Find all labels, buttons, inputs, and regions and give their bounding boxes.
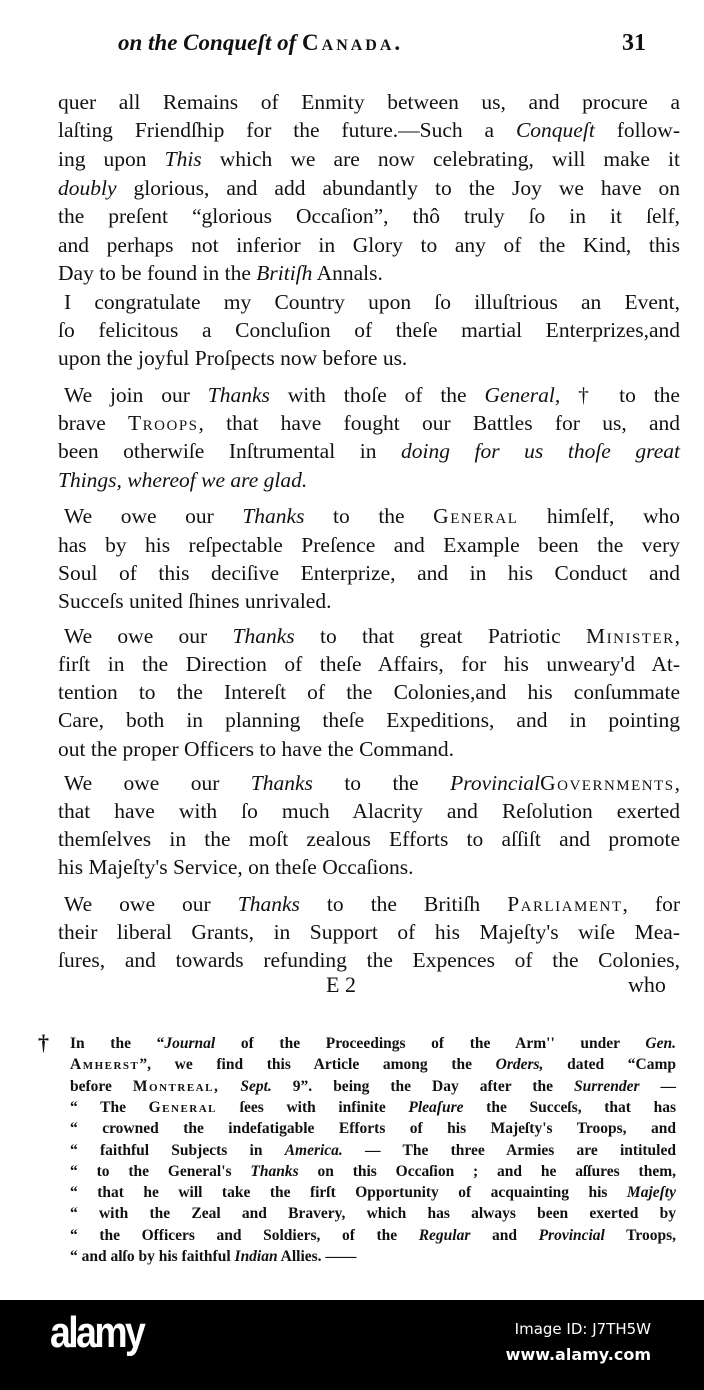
text-run: Annals. [312, 261, 383, 285]
text-run: Care, both in planning theſe Expeditions, and in pointing [58, 708, 680, 732]
text-run: and [470, 1226, 539, 1244]
text-line [58, 559, 680, 587]
italic-text: Britiſh [256, 261, 313, 285]
text-run: ſures, and towards refunding the Expences of the Colonies, [58, 948, 680, 972]
watermark-bar [0, 1300, 704, 1390]
text-run: himſelf, who [518, 504, 681, 528]
text-line [58, 531, 680, 559]
italic-text: Conqueſt [515, 118, 595, 142]
text-run: follow- [594, 118, 680, 142]
text-run: Troops, [604, 1226, 676, 1244]
signature-mark: E 2 [326, 972, 356, 997]
text-line [58, 706, 680, 734]
text-run: , [674, 624, 680, 648]
text-run: of the Proceedings of the Arm'' under [215, 1035, 646, 1052]
footnote-line [70, 1076, 676, 1097]
text-line [64, 288, 680, 316]
footnote-line [70, 1054, 676, 1075]
text-run: We owe our [64, 624, 233, 648]
text-run: † to the [560, 383, 680, 407]
text-run: , for [622, 892, 680, 916]
text-line [58, 735, 680, 763]
italic-text: Journal [164, 1035, 216, 1052]
italic-text: Majeſty [626, 1184, 676, 1202]
text-line [58, 678, 680, 706]
italic-text: Thanks [207, 383, 270, 407]
text-run: his Majeſty's Service, on theſe Occaſions. [58, 855, 414, 879]
text-run: to the [304, 504, 434, 528]
text-run: — The three Armies are intituled [342, 1141, 676, 1159]
italic-text: doubly [58, 176, 117, 200]
small-caps-text: Minister [586, 624, 675, 648]
italic-text: Provincial [538, 1226, 605, 1244]
text-run: themſelves in the moſt zealous Efforts to aſſiſt and promote [58, 827, 680, 851]
text-run: “ The [70, 1098, 149, 1116]
running-title-text: on the Conqueſt of [118, 30, 303, 55]
footnote-line [70, 1033, 676, 1054]
text-line [58, 650, 680, 678]
text-run: “ faithful Subjects in [70, 1141, 285, 1159]
text-run: on this Occaſion ; and he aſſures them, [298, 1162, 676, 1180]
text-run: “ and alſo by his faithful [70, 1248, 235, 1265]
italic-text: doing for us thoſe great [401, 439, 680, 463]
text-line [58, 344, 680, 372]
italic-text: Sept. [240, 1077, 272, 1095]
text-line [64, 769, 680, 797]
text-run: ”, we find this Article among the [139, 1056, 496, 1074]
text-run: , [674, 771, 680, 795]
text-run: to the Britiſh [299, 892, 508, 916]
text-line [58, 918, 680, 946]
small-caps-text: General [148, 1098, 218, 1116]
text-line [58, 116, 680, 144]
text-line [58, 202, 680, 230]
text-line [58, 587, 680, 615]
text-run: the preſent “glorious Occaſion”, thô truly ſo in it ſelf, [58, 204, 680, 228]
small-caps-text: Troops [128, 411, 199, 435]
text-run: before [70, 1077, 133, 1095]
text-run: to the [312, 771, 451, 795]
page-number: 31 [622, 30, 646, 56]
italic-text: Thanks [250, 771, 313, 795]
text-line [58, 797, 680, 825]
text-line [64, 502, 680, 530]
text-line [64, 381, 680, 409]
text-line [58, 316, 680, 344]
text-run: I congratulate my Country upon ſo illuſtrious an Event, [64, 290, 680, 314]
text-line [58, 88, 680, 116]
italic-text: Thanks [250, 1162, 299, 1180]
text-line [58, 437, 680, 465]
text-line [58, 231, 680, 259]
italic-text: Indian [234, 1248, 278, 1265]
text-run: “ to the General's [70, 1162, 251, 1180]
italic-text: Things, whereof we are glad. [58, 468, 308, 492]
text-run: the Succeſs, that has [463, 1098, 676, 1116]
text-line [64, 890, 680, 918]
text-run: , that have fought our Battles for us, and [198, 411, 681, 435]
text-run: “ crowned the indefatigable Efforts of his Majeſty's Troops, and [70, 1120, 676, 1138]
catchword: who [628, 972, 666, 997]
footnote-line [70, 1161, 676, 1182]
footnote-line [70, 1182, 676, 1203]
italic-text: Thanks [242, 504, 305, 528]
text-run: glorious, and add abundantly to the Joy we have on [116, 176, 680, 200]
text-run: their liberal Grants, in Support of his Majeſty's wiſe Mea- [58, 920, 680, 944]
text-line [58, 466, 680, 494]
text-line [58, 825, 680, 853]
italic-text: Thanks [237, 892, 300, 916]
text-run: We owe our [64, 892, 238, 916]
footnote-line [70, 1118, 676, 1139]
text-run: to that great Patriotic [294, 624, 586, 648]
text-run: We join our [64, 383, 208, 407]
text-run: ing upon [58, 147, 165, 171]
text-run: with thoſe of the [269, 383, 485, 407]
text-run: “ with the Zeal and Bravery, which has always been exerted by [70, 1205, 676, 1223]
footnote-mark: † [38, 1030, 49, 1055]
text-run: which we are now celebrating, will make it [201, 147, 680, 171]
small-caps-text: Governments [540, 771, 675, 795]
footnote-line [70, 1203, 676, 1224]
text-run: Day to be found in the [58, 261, 257, 285]
text-run: laſting Friendſhip for the future.—Such a [58, 118, 516, 142]
text-run: 9”. being the Day after the [271, 1077, 575, 1095]
text-run [219, 1078, 240, 1095]
text-run: “ that he will take the firſt Opportunity of acquainting his [70, 1184, 627, 1202]
italic-text: General, [484, 383, 561, 407]
small-caps-text: Parliament [507, 892, 623, 916]
footnote-line [70, 1246, 676, 1267]
italic-text: Orders, [495, 1056, 544, 1074]
text-run: upon the joyful Proſpects now before us. [58, 346, 408, 370]
text-run: “ the Officers and Soldiers, of the [70, 1226, 419, 1244]
italic-text: Regular [418, 1226, 471, 1244]
text-line [58, 259, 680, 287]
text-run: — [639, 1077, 676, 1095]
italic-text: Gen. [645, 1035, 676, 1052]
running-title-caps: Canada. [302, 30, 404, 55]
italic-text: America. [284, 1141, 343, 1159]
text-run: brave [58, 411, 129, 435]
running-title [118, 30, 403, 56]
italic-text: Surrender [574, 1077, 640, 1095]
text-line [58, 145, 680, 173]
italic-text: Thanks [232, 624, 295, 648]
text-line [58, 409, 680, 437]
watermark-url: www.alamy.com [505, 1345, 651, 1364]
watermark-image-id: Image ID: J7TH5W [514, 1320, 651, 1338]
text-line [58, 853, 680, 881]
text-run: Succeſs united ſhines unrivaled. [58, 589, 332, 613]
text-run: We owe our [64, 504, 243, 528]
text-run: tention to the Intereſt of the Colonies,and his conſummate [58, 680, 680, 704]
text-line [64, 622, 680, 650]
text-run: Soul of this deciſive Enterprize, and in his Conduct and [58, 561, 680, 585]
text-line [58, 174, 680, 202]
text-run: firſt in the Direction of theſe Affairs, for his unweary'd At- [58, 652, 680, 676]
text-run: and perhaps not inferior in Glory to any of the Kind, this [58, 233, 680, 257]
italic-text: Provincial [450, 771, 541, 795]
text-run: We owe our [64, 771, 251, 795]
italic-text: Pleaſure [408, 1098, 464, 1116]
small-caps-text: General [433, 504, 519, 528]
footnote-line [70, 1097, 676, 1118]
small-caps-text: Montreal, [132, 1077, 220, 1095]
text-run: ſees with infinite [217, 1098, 409, 1116]
watermark-logo: alamy [50, 1308, 144, 1357]
text-run: has by his reſpectable Preſence and Example been the very [58, 533, 680, 557]
italic-text: This [164, 147, 202, 171]
text-run: ſo felicitous a Concluſion of theſe martial Enterprizes,and [58, 318, 680, 342]
text-run: been otherwiſe Inſtrumental in [58, 439, 401, 463]
text-run: out the proper Officers to have the Command. [58, 737, 455, 761]
footnote-line [70, 1140, 676, 1161]
text-line [58, 946, 680, 974]
text-run: dated “Camp [543, 1056, 676, 1074]
text-run: In the “ [70, 1035, 165, 1052]
text-run: Allies. —— [277, 1248, 357, 1265]
text-run: quer all Remains of Enmity between us, and procure a [58, 90, 680, 114]
text-run: that have with ſo much Alacrity and Reſolution exerted [58, 799, 680, 823]
small-caps-text: Amherst [70, 1056, 140, 1074]
footnote-line [70, 1225, 676, 1246]
